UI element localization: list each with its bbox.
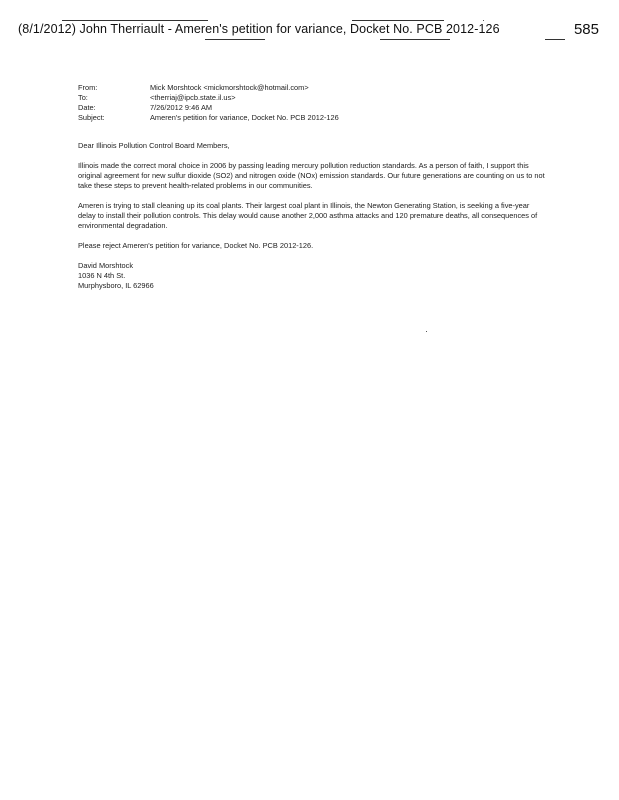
- signature-name: David Morshtock: [78, 261, 134, 270]
- to-row: [78, 93, 339, 103]
- from-label: From:: [78, 83, 98, 92]
- subject-value: Ameren's petition for variance, Docket No. PCB 2012-126: [150, 113, 339, 122]
- document-header: (8/1/2012) John Therriault - Ameren's petition for variance, Docket No. PCB 2012-126: [18, 22, 500, 36]
- email-metadata: [78, 83, 339, 123]
- email-body: [78, 141, 548, 291]
- subject-label: Subject:: [78, 113, 105, 122]
- signature-block: [78, 261, 548, 291]
- page-number: 585: [573, 21, 599, 38]
- scan-speck: [483, 20, 484, 21]
- date-label: Date:: [78, 103, 96, 112]
- header-rule-top-right: [352, 20, 444, 21]
- header-rule-bottom-far: [545, 39, 565, 40]
- header-rule-top: [62, 20, 208, 21]
- header-rule-bottom-right: [380, 39, 450, 40]
- from-row: [78, 83, 339, 93]
- body-paragraph-1: Illinois made the correct moral choice in 2006 by passing leading mercury pollution reduction standards. As a person of faith, I support this original agreement for new sulfur dioxide (SO2) and nitrogen oxide (NOx) emission standards. Our future generations are counting on us to not take these steps to prevent health-related problems in our communities.: [78, 161, 545, 190]
- body-paragraph-2: Ameren is trying to stall cleaning up its coal plants. Their largest coal plant in Illinois, the Newton Generating Station, is seeking a five-year delay to install their pollution controls. This delay would cause another 2,000 asthma attacks and 120 premature deaths, all consequences of environmental degradation.: [78, 201, 538, 230]
- greeting: Dear Illinois Pollution Control Board Members,: [78, 141, 230, 150]
- to-value: <therriaj@ipcb.state.il.us>: [150, 93, 236, 102]
- to-label: To:: [78, 93, 88, 102]
- subject-row: [78, 113, 339, 123]
- signature-street: 1036 N 4th St.: [78, 271, 126, 280]
- header-rule-bottom: [205, 39, 265, 40]
- body-paragraph-3: Please reject Ameren's petition for variance, Docket No. PCB 2012-126.: [78, 241, 314, 250]
- from-value: Mick Morshtock <mickmorshtock@hotmail.com>: [150, 83, 309, 92]
- signature-city: Murphysboro, IL 62966: [78, 281, 154, 290]
- scan-speck: [426, 331, 427, 332]
- date-row: [78, 103, 339, 113]
- date-value: 7/26/2012 9:46 AM: [150, 103, 213, 112]
